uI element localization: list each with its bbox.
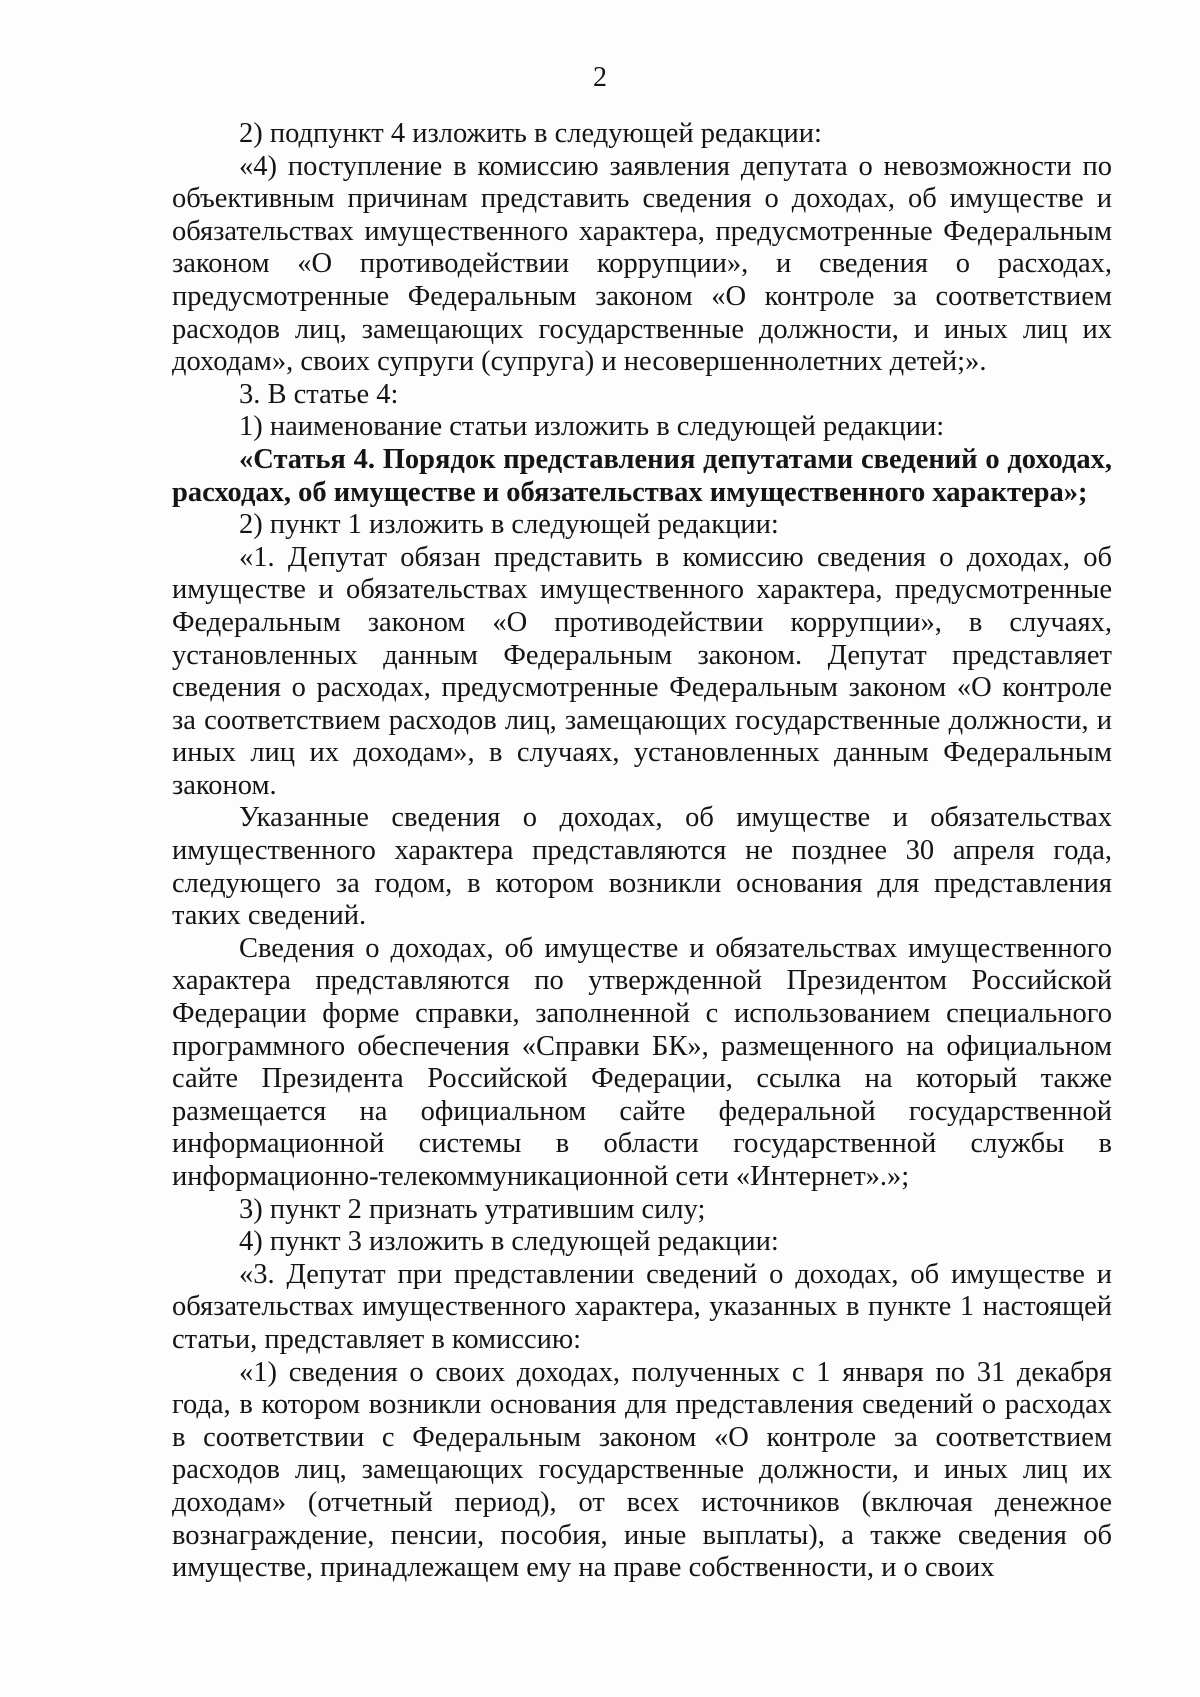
paragraph-item-1-text: «1) сведения о своих доходах, полученных с 1 января по 31 декабря года, в котором возникли основания для представления сведений о расходах в соответствии с Федеральным законом «О контроле за соответствием расходов лиц, замещающих государственные должности, и иных лиц их доходам» (отчетный период), от всех источников (включая денежное вознаграждение, пенсии, пособия, иные выплаты), а также сведения об имуществе, принадлежащем ему на праве собственности, и о своих — [172, 1356, 1112, 1584]
document-body — [172, 118, 1112, 1585]
paragraph-form: Сведения о доходах, об имуществе и обязательствах имущественного характера представляются по утвержденной Президентом Российской Федерации форме справки, заполненной с использованием специального программного обеспечения «Справки БК», размещенного на официальном сайте Президента Российской Федерации, ссылка на который также размещается на официальном сайте федеральной государственной информационной системы в области государственной службы в информационно-телекоммуникационной сети «Интернет».»; — [172, 932, 1112, 1192]
page-number: 2 — [593, 62, 607, 93]
paragraph-point-1-text: «1. Депутат обязан представить в комиссию сведения о доходах, об имуществе и обязательствах имущественного характера, предусмотренные Федеральным законом «О противодействии коррупции», в случаях, установленных данным Федеральным законом. Депутат представляет сведения о расходах, предусмотренные Федеральным законом «О контроле за соответствием расходов лиц, замещающих государственные должности, и иных лиц их доходам», в случаях, установленных данным Федеральным законом. — [172, 541, 1112, 801]
paragraph-point-2-void: 3) пункт 2 признать утратившим силу; — [239, 1193, 706, 1225]
article-4-title: «Статья 4. Порядок представления депутатами сведений о доходах, расходах, об имуществе и обязательствах имущественного характера»; — [172, 443, 1112, 508]
paragraph-article-4-intro: 3. В статье 4: — [239, 378, 399, 410]
paragraph-point-3-text: «3. Депутат при представлении сведений о доходах, об имуществе и обязательствах имущественного характера, указанных в пункте 1 настоящей статьи, представляет в комиссию: — [172, 1258, 1112, 1355]
paragraph-amend-point-1: 2) пункт 1 изложить в следующей редакции: — [239, 509, 779, 541]
paragraph-rename-article: 1) наименование статьи изложить в следующей редакции: — [239, 411, 945, 443]
paragraph-deadline: Указанные сведения о доходах, об имуществе и обязательствах имущественного характера представляются не позднее 30 апреля года, следующего за годом, в котором возникли основания для представления таких сведений. — [172, 802, 1112, 932]
paragraph-amend-subpoint-4: 2) подпункт 4 изложить в следующей редакции: — [239, 118, 822, 149]
paragraph-amend-point-3: 4) пункт 3 изложить в следующей редакции: — [239, 1226, 779, 1258]
paragraph-subpoint-4-text: «4) поступление в комиссию заявления депутата о невозможности по объективным причинам представить сведения о доходах, об имуществе и обязательствах имущественного характера, предусмотренные Федеральным законом «О противодействии коррупции», и сведения о расходах, предусмотренные Федеральным законом «О контроле за соответствием расходов лиц, замещающих государственные должности, и иных лиц их доходам», своих супруги (супруга) и несовершеннолетних детей;». — [172, 150, 1112, 378]
